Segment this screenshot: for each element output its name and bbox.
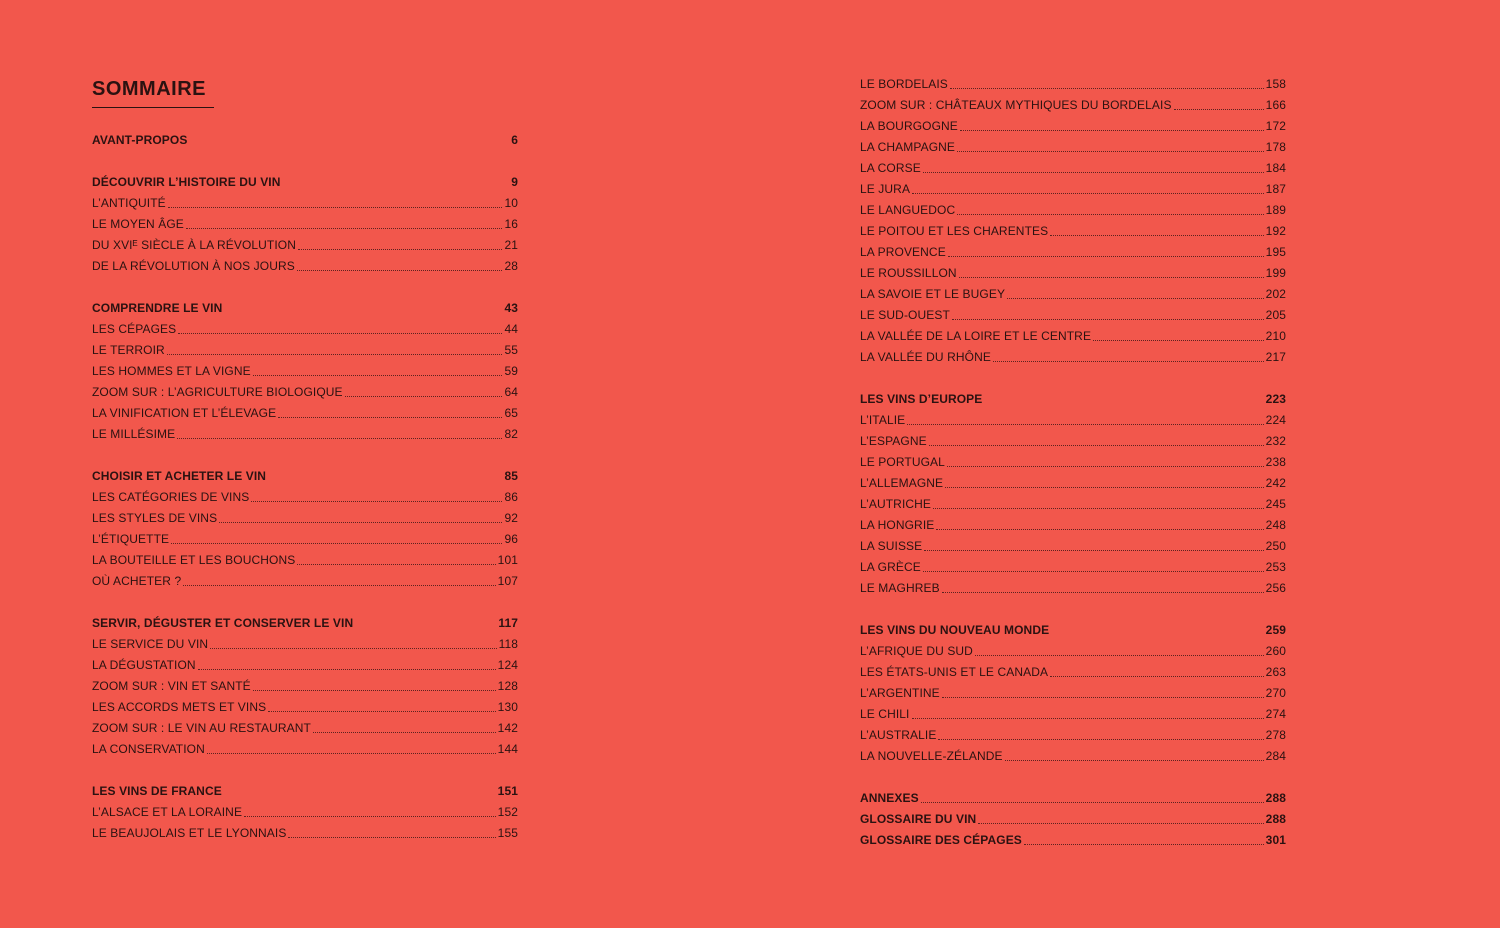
dot-leader [219, 522, 502, 523]
section-gap [92, 759, 518, 780]
toc-entry[interactable] [860, 346, 1286, 367]
dot-leader [936, 529, 1263, 530]
dot-leader [268, 711, 495, 712]
toc-entry[interactable] [860, 451, 1286, 472]
page-number: 172 [1265, 118, 1286, 133]
dot-leader [950, 88, 1264, 89]
dot-leader [948, 256, 1264, 257]
entry-title: L’ÉTIQUETTE [92, 531, 170, 546]
dot-leader [923, 571, 1264, 572]
page-number: 288 [1265, 790, 1286, 805]
page-number: 158 [1265, 76, 1286, 91]
dot-leader [945, 487, 1264, 488]
page-number: 128 [497, 678, 518, 693]
page-number: 274 [1265, 706, 1286, 721]
dot-leader [912, 718, 1264, 719]
toc-entry[interactable] [860, 178, 1286, 199]
toc-entry[interactable] [92, 675, 518, 696]
dot-leader [1050, 235, 1263, 236]
toc-entry[interactable] [860, 472, 1286, 493]
page-number: 124 [497, 657, 518, 672]
toc-entry[interactable] [92, 213, 518, 234]
page-number: 250 [1265, 538, 1286, 553]
section-gap [860, 367, 1286, 388]
entry-title: L’AUTRICHE [860, 496, 932, 511]
page-number: 199 [1265, 265, 1286, 280]
entry-title: LA BOURGOGNE [860, 118, 958, 133]
entry-title: LES VINS DE FRANCE [92, 783, 222, 798]
entry-title: ANNEXES [860, 790, 919, 805]
entry-title: LA SUISSE [860, 538, 923, 553]
entry-title: LES CATÉGORIES DE VINS [92, 489, 250, 504]
dot-leader [960, 130, 1264, 131]
dot-leader [1050, 676, 1264, 677]
page-number: 187 [1265, 181, 1286, 196]
page-number: 260 [1265, 643, 1286, 658]
entry-title: LE BEAUJOLAIS ET LE LYONNAIS [92, 825, 287, 840]
toc-entry[interactable] [92, 654, 518, 675]
page-number: 259 [1265, 622, 1286, 637]
page-number: 210 [1265, 328, 1286, 343]
toc-entry[interactable] [860, 241, 1286, 262]
page-number: 248 [1265, 517, 1286, 532]
entry-title: L’AUSTRALIE [860, 727, 937, 742]
dot-leader [912, 193, 1264, 194]
dot-leader [198, 669, 496, 670]
page-number: 284 [1265, 748, 1286, 763]
toc-entry[interactable] [860, 220, 1286, 241]
entry-title: LE MAGHREB [860, 580, 940, 595]
toc-entry[interactable] [92, 318, 518, 339]
toc-entry[interactable] [860, 304, 1286, 325]
toc-entry[interactable] [92, 696, 518, 717]
toc-section-heading[interactable] [92, 780, 518, 801]
toc-entry[interactable] [860, 745, 1286, 766]
toc-entry[interactable] [860, 283, 1286, 304]
entry-title: ZOOM SUR : LE VIN AU RESTAURANT [92, 720, 311, 735]
entry-title: ZOOM SUR : VIN ET SANTÉ [92, 678, 251, 693]
title-underline [92, 107, 214, 108]
toc-entry[interactable] [92, 423, 518, 444]
toc-entry[interactable] [92, 381, 518, 402]
page-number: 256 [1265, 580, 1286, 595]
entry-title: LE TERROIR [92, 342, 165, 357]
page-number: 155 [497, 825, 518, 840]
toc-entry[interactable] [860, 535, 1286, 556]
dot-leader [207, 753, 496, 754]
section-gap [860, 766, 1286, 787]
dot-leader [288, 837, 495, 838]
entry-title: SERVIR, DÉGUSTER ET CONSERVER LE VIN [92, 615, 354, 630]
entry-title: L’AFRIQUE DU SUD [860, 643, 973, 658]
dot-leader [298, 249, 502, 250]
toc-entry[interactable] [92, 717, 518, 738]
page-number: 82 [504, 426, 518, 441]
page-number: 9 [511, 174, 518, 189]
toc-entry[interactable] [860, 262, 1286, 283]
toc-entry[interactable] [92, 633, 518, 654]
page-number: 195 [1265, 244, 1286, 259]
dot-leader [942, 697, 1264, 698]
dot-leader [186, 228, 503, 229]
dot-leader [297, 270, 503, 271]
dot-leader [1005, 760, 1264, 761]
dot-leader [947, 466, 1264, 467]
entry-title: LES VINS DU NOUVEAU MONDE [860, 622, 1050, 637]
entry-title: LE MOYEN ÂGE [92, 216, 184, 231]
dot-leader [959, 277, 1264, 278]
toc-section-heading[interactable] [92, 129, 518, 150]
dot-leader [171, 543, 502, 544]
entry-title: LE LANGUEDOC [860, 202, 956, 217]
toc-entry[interactable] [860, 199, 1286, 220]
toc-entry[interactable] [92, 486, 518, 507]
toc-entry[interactable] [92, 801, 518, 822]
entry-title: LA DÉGUSTATION [92, 657, 196, 672]
dot-leader [278, 417, 502, 418]
entry-title: LE ROUSSILLON [860, 265, 957, 280]
page-number: 65 [504, 405, 518, 420]
page-number: 238 [1265, 454, 1286, 469]
dot-leader [957, 214, 1263, 215]
entry-title: L’ARGENTINE [860, 685, 940, 700]
entry-title: LES CÉPAGES [92, 321, 177, 336]
entry-title: DE LA RÉVOLUTION À NOS JOURS [92, 258, 295, 273]
page-number: 223 [1265, 391, 1286, 406]
toc-entry[interactable] [92, 507, 518, 528]
toc-section-heading[interactable] [92, 465, 518, 486]
entry-title: LA BOUTEILLE ET LES BOUCHONS [92, 552, 296, 567]
page-number: 44 [504, 321, 518, 336]
toc-entry[interactable] [860, 640, 1286, 661]
page-number: 263 [1265, 664, 1286, 679]
entry-title: LE MILLÉSIME [92, 426, 176, 441]
entry-title: LA VALLÉE DU RHÔNE [860, 349, 991, 364]
toc-section-heading[interactable] [92, 297, 518, 318]
dot-leader [993, 361, 1264, 362]
page-number: 151 [497, 783, 518, 798]
toc-section-heading[interactable] [92, 171, 518, 192]
dot-leader [921, 802, 1264, 803]
entry-title: LE BORDELAIS [860, 76, 948, 91]
entry-title: L’ANTIQUITÉ [92, 195, 166, 210]
toc-entry[interactable] [860, 493, 1286, 514]
section-gap [92, 276, 518, 297]
toc-entry[interactable] [92, 255, 518, 276]
dot-leader [929, 445, 1264, 446]
entry-title: L’ALSACE ET LA LORAINE [92, 804, 243, 819]
dot-leader [210, 648, 496, 649]
dot-leader [1024, 844, 1264, 845]
toc-entry[interactable] [860, 829, 1286, 850]
page-number: 16 [504, 216, 518, 231]
entry-title: LES VINS D’EUROPE [860, 391, 983, 406]
toc-column-left [92, 129, 518, 843]
toc-entry[interactable] [92, 360, 518, 381]
entry-title: LES ÉTATS-UNIS ET LE CANADA [860, 664, 1049, 679]
page-number: 270 [1265, 685, 1286, 700]
toc-entry[interactable] [860, 556, 1286, 577]
dot-leader [251, 501, 502, 502]
toc-entry[interactable] [860, 94, 1286, 115]
toc-entry[interactable] [860, 577, 1286, 598]
entry-title: LA VINIFICATION ET L’ÉLEVAGE [92, 405, 277, 420]
entry-title: LE POITOU ET LES CHARENTES [860, 223, 1049, 238]
dot-leader [253, 690, 496, 691]
entry-title: LE JURA [860, 181, 911, 196]
page-number: 288 [1265, 811, 1286, 826]
entry-title: CHOISIR ET ACHETER LE VIN [92, 468, 267, 483]
entry-title: COMPRENDRE LE VIN [92, 300, 223, 315]
page-number: 242 [1265, 475, 1286, 490]
toc-entry[interactable] [860, 325, 1286, 346]
toc-entry[interactable] [860, 73, 1286, 94]
dot-leader [942, 592, 1264, 593]
dot-leader [313, 732, 496, 733]
toc-section-heading[interactable] [92, 612, 518, 633]
page-number: 10 [504, 195, 518, 210]
toc-entry[interactable] [860, 136, 1286, 157]
toc-entry[interactable] [92, 549, 518, 570]
entry-title: LES HOMMES ET LA VIGNE [92, 363, 251, 378]
entry-title: ZOOM SUR : CHÂTEAUX MYTHIQUES DU BORDELAIS [860, 97, 1172, 112]
page-number: 142 [497, 720, 518, 735]
page-number: 118 [498, 636, 518, 651]
page-number: 55 [504, 342, 518, 357]
entry-title: AVANT-PROPOS [92, 132, 188, 147]
dot-leader [253, 375, 503, 376]
entry-title: LE CHILI [860, 706, 910, 721]
page-number: 224 [1265, 412, 1286, 427]
section-gap [860, 598, 1286, 619]
toc-entry[interactable] [92, 822, 518, 843]
entry-title: L’ITALIE [860, 412, 906, 427]
toc-entry[interactable] [860, 808, 1286, 829]
toc-entry[interactable] [860, 430, 1286, 451]
dot-leader [924, 550, 1263, 551]
dot-leader [1093, 340, 1264, 341]
page-number: 28 [504, 258, 518, 273]
entry-title: LE SERVICE DU VIN [92, 636, 209, 651]
toc-entry[interactable] [92, 192, 518, 213]
entry-title: LE SUD-OUEST [860, 307, 950, 322]
entry-title: LA GRÈCE [860, 559, 921, 574]
page-number: 64 [504, 384, 518, 399]
dot-leader [244, 816, 496, 817]
dot-leader [957, 151, 1264, 152]
entry-title: LA NOUVELLE-ZÉLANDE [860, 748, 1003, 763]
entry-title: DU XVIᴱ SIÈCLE À LA RÉVOLUTION [92, 237, 296, 252]
page-title: SOMMAIRE [92, 78, 206, 100]
dot-leader [907, 424, 1263, 425]
page-number: 43 [504, 300, 518, 315]
dot-leader [345, 396, 503, 397]
entry-title: LA CHAMPAGNE [860, 139, 956, 154]
page-number: 245 [1265, 496, 1286, 511]
page-number: 85 [504, 468, 518, 483]
entry-title: GLOSSAIRE DU VIN [860, 811, 977, 826]
page-number: 96 [504, 531, 518, 546]
page-number: 301 [1265, 832, 1286, 847]
page-number: 189 [1265, 202, 1286, 217]
dot-leader [952, 319, 1264, 320]
page-number: 59 [504, 363, 518, 378]
toc-entry[interactable] [860, 682, 1286, 703]
section-gap [92, 150, 518, 171]
toc-entry[interactable] [860, 787, 1286, 808]
toc-entry[interactable] [860, 661, 1286, 682]
dot-leader [978, 823, 1263, 824]
dot-leader [178, 333, 502, 334]
section-gap [92, 591, 518, 612]
dot-leader [177, 438, 502, 439]
toc-entry[interactable] [92, 570, 518, 591]
entry-title: L’ALLEMAGNE [860, 475, 944, 490]
section-gap [92, 444, 518, 465]
entry-title: LA SAVOIE ET LE BUGEY [860, 286, 1006, 301]
entry-title: DÉCOUVRIR L’HISTOIRE DU VIN [92, 174, 281, 189]
toc-entry[interactable] [860, 115, 1286, 136]
entry-title: L’ESPAGNE [860, 433, 927, 448]
dot-leader [938, 739, 1263, 740]
entry-title: LES STYLES DE VINS [92, 510, 218, 525]
toc-section-heading[interactable] [860, 619, 1286, 640]
page-number: 92 [504, 510, 518, 525]
dot-leader [297, 564, 495, 565]
toc-column-right [860, 73, 1286, 850]
dot-leader [975, 655, 1264, 656]
page-number: 144 [497, 741, 518, 756]
toc-entry[interactable] [860, 157, 1286, 178]
entry-title: LA CORSE [860, 160, 921, 175]
toc-section-heading[interactable] [860, 388, 1286, 409]
page-number: 178 [1265, 139, 1286, 154]
page-number: 184 [1265, 160, 1286, 175]
page-number: 130 [497, 699, 518, 714]
page-number: 192 [1265, 223, 1286, 238]
toc-entry[interactable] [860, 724, 1286, 745]
entry-title: LA PROVENCE [860, 244, 946, 259]
entry-title: LA VALLÉE DE LA LOIRE ET LE CENTRE [860, 328, 1092, 343]
page-number: 217 [1265, 349, 1286, 364]
toc-entry[interactable] [92, 234, 518, 255]
entry-title: LE PORTUGAL [860, 454, 945, 469]
dot-leader [933, 508, 1264, 509]
page-number: 253 [1265, 559, 1286, 574]
dot-leader [923, 172, 1264, 173]
page-number: 166 [1265, 97, 1286, 112]
toc-entry[interactable] [92, 738, 518, 759]
toc-entry[interactable] [92, 402, 518, 423]
toc-entry[interactable] [860, 514, 1286, 535]
dot-leader [167, 354, 503, 355]
toc-entry[interactable] [92, 339, 518, 360]
entry-title: LES ACCORDS METS ET VINS [92, 699, 267, 714]
page-number: 232 [1265, 433, 1286, 448]
entry-title: LA HONGRIE [860, 517, 935, 532]
page-number: 117 [498, 615, 518, 630]
page-number: 152 [497, 804, 518, 819]
toc-entry[interactable] [860, 703, 1286, 724]
toc-entry[interactable] [92, 528, 518, 549]
page-number: 21 [504, 237, 518, 252]
dot-leader [183, 585, 495, 586]
page-number: 101 [497, 552, 518, 567]
page-number: 6 [511, 132, 518, 147]
page-number: 202 [1265, 286, 1286, 301]
page-number: 278 [1265, 727, 1286, 742]
entry-title: GLOSSAIRE DES CÉPAGES [860, 832, 1022, 847]
page-number: 86 [504, 489, 518, 504]
entry-title: OÙ ACHETER ? [92, 573, 182, 588]
dot-leader [1007, 298, 1264, 299]
dot-leader [1174, 109, 1264, 110]
page-number: 107 [497, 573, 518, 588]
entry-title: ZOOM SUR : L’AGRICULTURE BIOLOGIQUE [92, 384, 343, 399]
entry-title: LA CONSERVATION [92, 741, 205, 756]
toc-entry[interactable] [860, 409, 1286, 430]
page-number: 205 [1265, 307, 1286, 322]
dot-leader [168, 207, 503, 208]
